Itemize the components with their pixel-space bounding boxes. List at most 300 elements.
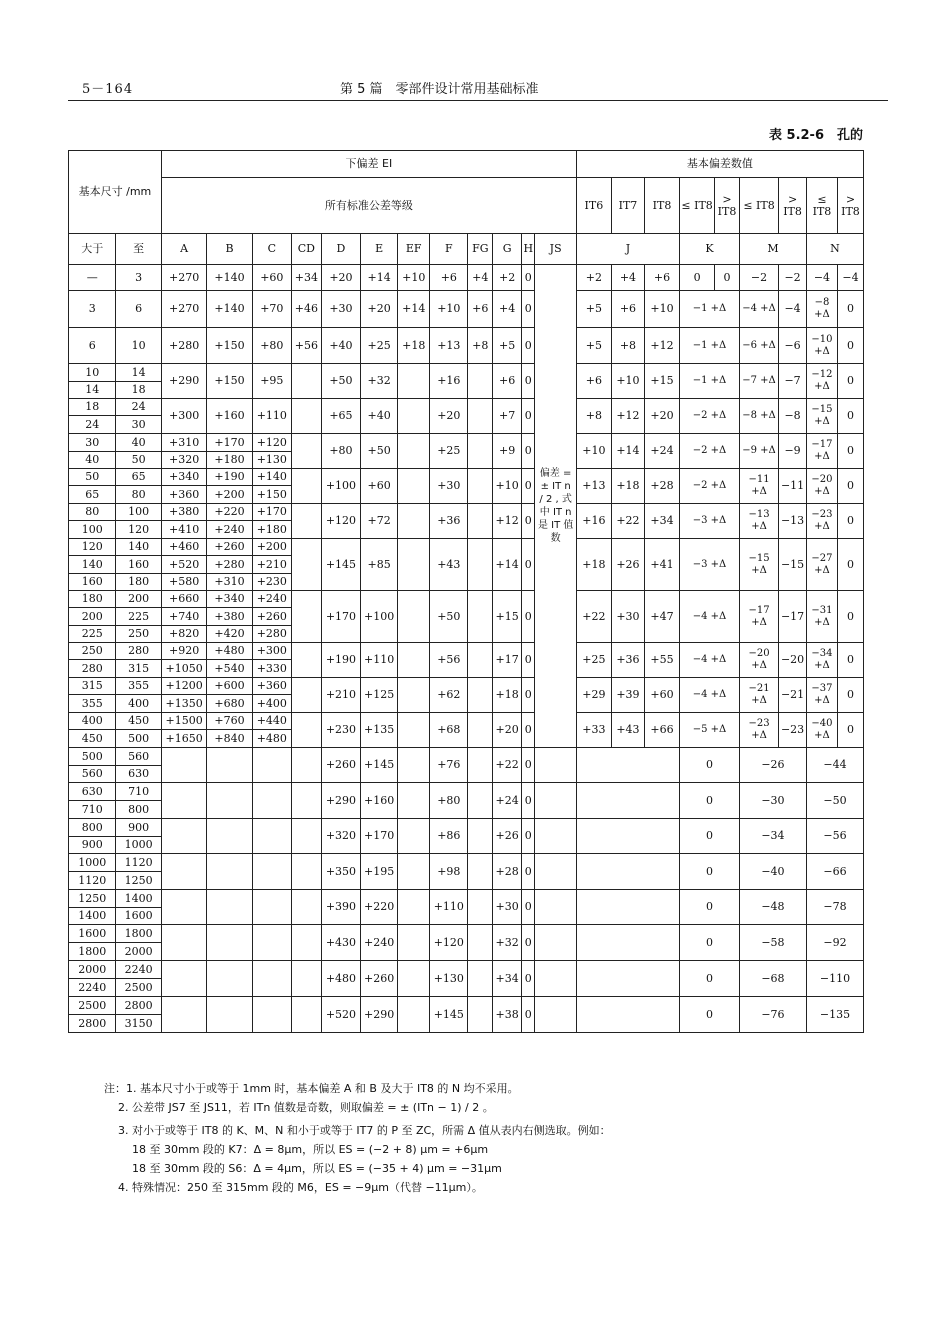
cell-a: +340 — [161, 469, 206, 486]
cell-b: +150 — [207, 328, 252, 364]
size-to: 1250 — [116, 872, 161, 890]
cell-m2: −13 — [779, 504, 807, 539]
js-cell — [535, 783, 576, 819]
letter-j: J — [576, 234, 679, 265]
page-title: 第 5 篇 零部件设计常用基础标准 — [340, 82, 539, 97]
size-to: 710 — [116, 783, 161, 801]
cell-h: 0 — [522, 925, 535, 961]
cell-g: +17 — [493, 643, 522, 678]
size-from: 10 — [69, 364, 116, 382]
cell-c — [252, 819, 291, 854]
cell-j-empty — [576, 961, 679, 997]
basic-dev-header: 基本偏差数值 — [576, 151, 863, 178]
cell-n2: 0 — [837, 504, 863, 539]
size-to: 225 — [116, 608, 161, 626]
cell-e: +14 — [361, 265, 398, 291]
cell-c: +480 — [252, 730, 291, 748]
cell-c: +230 — [252, 574, 291, 591]
cell-a — [161, 748, 206, 783]
cell-a: +660 — [161, 591, 206, 608]
cell-a: +360 — [161, 486, 206, 504]
cell-g: +9 — [493, 434, 522, 469]
cell-nw: −56 — [806, 819, 863, 854]
size-from: 160 — [69, 574, 116, 591]
size-to: 1120 — [116, 854, 161, 872]
cell-fg: +6 — [468, 291, 493, 328]
cell-b: +840 — [207, 730, 252, 748]
cell-fg — [468, 819, 493, 854]
cell-b: +200 — [207, 486, 252, 504]
cell-fg — [468, 364, 493, 399]
cell-c: +120 — [252, 434, 291, 452]
cell-f: +20 — [430, 399, 468, 434]
cell-m2: −23 — [779, 713, 807, 748]
cell-fg — [468, 539, 493, 591]
cell-k1: −4 +Δ — [680, 643, 740, 678]
cell-n1: −17 +Δ — [806, 434, 837, 469]
cell-b — [207, 783, 252, 819]
cell-a: +520 — [161, 556, 206, 574]
cell-m1: −8 +Δ — [739, 399, 778, 434]
cell-n1: −34 +Δ — [806, 643, 837, 678]
cell-f: +145 — [430, 997, 468, 1033]
cell-h: 0 — [522, 713, 535, 748]
cell-j6: +18 — [576, 539, 611, 591]
cell-kw: 0 — [680, 925, 740, 961]
js-cell: 偏差 = ± IT n / 2 , 式中 IT n 是 IT 值数 — [535, 265, 576, 748]
js-cell — [535, 748, 576, 783]
cell-d: +230 — [321, 713, 360, 748]
table-row — [69, 434, 864, 452]
cell-c: +180 — [252, 521, 291, 539]
cell-j6: +29 — [576, 678, 611, 713]
cell-cd — [291, 469, 321, 504]
cell-g: +2 — [493, 265, 522, 291]
size-from: 500 — [69, 748, 116, 766]
cell-h: 0 — [522, 961, 535, 997]
cell-h: 0 — [522, 399, 535, 434]
cell-b: +480 — [207, 643, 252, 660]
cell-a: +300 — [161, 399, 206, 434]
cell-fg — [468, 591, 493, 643]
cell-e: +160 — [361, 783, 398, 819]
cell-ef — [398, 854, 430, 890]
size-from: 1400 — [69, 908, 116, 925]
cell-a: +280 — [161, 328, 206, 364]
size-from: 6 — [69, 328, 116, 364]
cell-f: +80 — [430, 783, 468, 819]
size-to: 500 — [116, 730, 161, 748]
cell-f: +36 — [430, 504, 468, 539]
cell-g: +26 — [493, 819, 522, 854]
size-from: 710 — [69, 801, 116, 819]
cell-j-empty — [576, 997, 679, 1033]
size-from: 2240 — [69, 979, 116, 997]
cell-m2: −17 — [779, 591, 807, 643]
cell-ef: +10 — [398, 265, 430, 291]
cell-j8: +66 — [644, 713, 679, 748]
table-row — [69, 748, 864, 766]
cell-fg — [468, 469, 493, 504]
cell-j6: +8 — [576, 399, 611, 434]
cell-g: +14 — [493, 539, 522, 591]
cell-h: 0 — [522, 291, 535, 328]
cell-kw: 0 — [680, 748, 740, 783]
size-to: 560 — [116, 748, 161, 766]
cell-a: +1050 — [161, 660, 206, 678]
cell-g: +15 — [493, 591, 522, 643]
cell-mw: −40 — [739, 854, 806, 890]
cell-j8: +20 — [644, 399, 679, 434]
size-from: 900 — [69, 837, 116, 854]
size-to: 18 — [116, 382, 161, 399]
cell-ef — [398, 591, 430, 643]
cell-c — [252, 748, 291, 783]
size-from: 200 — [69, 608, 116, 626]
size-from: 1800 — [69, 943, 116, 961]
cell-j7: +14 — [611, 434, 644, 469]
cell-f: +110 — [430, 890, 468, 925]
size-to: 2800 — [116, 997, 161, 1015]
size-from: 1120 — [69, 872, 116, 890]
cell-j6: +6 — [576, 364, 611, 399]
cell-ef — [398, 364, 430, 399]
cell-f: +16 — [430, 364, 468, 399]
size-from: 450 — [69, 730, 116, 748]
cell-j6: +16 — [576, 504, 611, 539]
cell-d: +80 — [321, 434, 360, 469]
letter-ef: EF — [398, 234, 430, 265]
cell-ef — [398, 434, 430, 469]
cell-d: +520 — [321, 997, 360, 1033]
cell-cd — [291, 925, 321, 961]
cell-n1: −8 +Δ — [806, 291, 837, 328]
cell-j-empty — [576, 819, 679, 854]
cell-n1: −27 +Δ — [806, 539, 837, 591]
size-to: 24 — [116, 399, 161, 416]
cell-h: 0 — [522, 819, 535, 854]
cell-cd — [291, 997, 321, 1033]
size-from: 80 — [69, 504, 116, 521]
all-grades-header: 所有标准公差等级 — [161, 178, 576, 234]
cell-b: +340 — [207, 591, 252, 608]
js-cell — [535, 925, 576, 961]
cell-f: +130 — [430, 961, 468, 997]
cell-k1: −4 +Δ — [680, 678, 740, 713]
cell-fg — [468, 854, 493, 890]
cell-e: +260 — [361, 961, 398, 997]
note-3: 3. 对小于或等于 IT8 的 K、M、N 和小于或等于 IT7 的 P 至 ZC，所需 Δ 值从表内右侧选取。例如： — [118, 1124, 611, 1137]
cell-b: +170 — [207, 434, 252, 452]
cell-c: +400 — [252, 695, 291, 713]
cell-m2: −15 — [779, 539, 807, 591]
size-from: 1250 — [69, 890, 116, 908]
cell-n2: 0 — [837, 678, 863, 713]
cell-m1: −17 +Δ — [739, 591, 778, 643]
cell-a — [161, 961, 206, 997]
table-caption: 表 5.2-6 孔的 — [769, 128, 863, 143]
cell-h: 0 — [522, 328, 535, 364]
cell-j8: +47 — [644, 591, 679, 643]
cell-n1: −37 +Δ — [806, 678, 837, 713]
cell-m2: −6 — [779, 328, 807, 364]
cell-k1: −5 +Δ — [680, 713, 740, 748]
cell-f: +13 — [430, 328, 468, 364]
cell-c: +330 — [252, 660, 291, 678]
cell-b: +240 — [207, 521, 252, 539]
cell-ef — [398, 504, 430, 539]
cell-j8: +60 — [644, 678, 679, 713]
cell-e: +290 — [361, 997, 398, 1033]
table-row — [69, 678, 864, 695]
cell-d: +40 — [321, 328, 360, 364]
size-to: 30 — [116, 416, 161, 434]
cell-mw: −26 — [739, 748, 806, 783]
cell-j7: +39 — [611, 678, 644, 713]
cell-n2: 0 — [837, 469, 863, 504]
n-gt-it8-header: > IT8 — [837, 178, 863, 234]
cell-b: +160 — [207, 399, 252, 434]
size-from: 1600 — [69, 925, 116, 943]
letter-h: H — [522, 234, 535, 265]
cell-d: +50 — [321, 364, 360, 399]
size-to: 2000 — [116, 943, 161, 961]
cell-g: +20 — [493, 713, 522, 748]
size-to: 355 — [116, 678, 161, 695]
hole-deviation-table — [68, 150, 864, 1033]
cell-k1: −4 +Δ — [680, 591, 740, 643]
cell-e: +240 — [361, 925, 398, 961]
cell-m2: −4 — [779, 291, 807, 328]
size-from: 40 — [69, 452, 116, 469]
cell-n2: 0 — [837, 328, 863, 364]
cell-j7: +10 — [611, 364, 644, 399]
size-to: 14 — [116, 364, 161, 382]
cell-cd — [291, 678, 321, 713]
cell-h: 0 — [522, 890, 535, 925]
cell-fg — [468, 713, 493, 748]
cell-c — [252, 925, 291, 961]
cell-g: +38 — [493, 997, 522, 1033]
letter-k: K — [680, 234, 740, 265]
cell-g: +28 — [493, 854, 522, 890]
size-from: 800 — [69, 819, 116, 837]
cell-j6: +22 — [576, 591, 611, 643]
cell-k1: −2 +Δ — [680, 434, 740, 469]
size-to: 2500 — [116, 979, 161, 997]
cell-b: +540 — [207, 660, 252, 678]
cell-h: 0 — [522, 539, 535, 591]
cell-a — [161, 925, 206, 961]
size-from: 30 — [69, 434, 116, 452]
cell-cd — [291, 434, 321, 469]
cell-h: 0 — [522, 469, 535, 504]
size-from: 280 — [69, 660, 116, 678]
cell-e: +145 — [361, 748, 398, 783]
cell-n1: −31 +Δ — [806, 591, 837, 643]
cell-m1: −21 +Δ — [739, 678, 778, 713]
cell-e: +220 — [361, 890, 398, 925]
cell-n2: 0 — [837, 364, 863, 399]
cell-j8: +10 — [644, 291, 679, 328]
table-row — [69, 265, 864, 291]
cell-nw: −50 — [806, 783, 863, 819]
size-to: 65 — [116, 469, 161, 486]
cell-h: 0 — [522, 265, 535, 291]
cell-c: +280 — [252, 626, 291, 643]
size-to: 160 — [116, 556, 161, 574]
cell-mw: −30 — [739, 783, 806, 819]
cell-a: +270 — [161, 265, 206, 291]
cell-c: +95 — [252, 364, 291, 399]
cell-g: +10 — [493, 469, 522, 504]
cell-n2: 0 — [837, 643, 863, 678]
cell-fg — [468, 748, 493, 783]
cell-j-empty — [576, 854, 679, 890]
letter-a: A — [161, 234, 206, 265]
cell-h: 0 — [522, 643, 535, 678]
cell-j6: +25 — [576, 643, 611, 678]
cell-e: +50 — [361, 434, 398, 469]
cell-a — [161, 819, 206, 854]
cell-e: +100 — [361, 591, 398, 643]
cell-kw: 0 — [680, 819, 740, 854]
cell-j7: +30 — [611, 591, 644, 643]
cell-e: +135 — [361, 713, 398, 748]
note-3-example-1: 18 至 30mm 段的 K7：Δ = 8μm，所以 ES = (−2 + 8) μm = +6μm — [132, 1143, 489, 1156]
cell-b: +760 — [207, 713, 252, 730]
cell-a: +740 — [161, 608, 206, 626]
cell-nw: −92 — [806, 925, 863, 961]
cell-j-empty — [576, 890, 679, 925]
cell-k1: −2 +Δ — [680, 469, 740, 504]
cell-cd — [291, 504, 321, 539]
cell-k1: −1 +Δ — [680, 328, 740, 364]
cell-m1: −11 +Δ — [739, 469, 778, 504]
cell-kw: 0 — [680, 997, 740, 1033]
cell-ef — [398, 961, 430, 997]
cell-m2: −20 — [779, 643, 807, 678]
cell-j7: +12 — [611, 399, 644, 434]
size-from: 140 — [69, 556, 116, 574]
cell-h: 0 — [522, 997, 535, 1033]
size-from: 65 — [69, 486, 116, 504]
size-from: 120 — [69, 539, 116, 556]
cell-c: +60 — [252, 265, 291, 291]
table-row — [69, 643, 864, 660]
cell-d: +20 — [321, 265, 360, 291]
cell-m1: −13 +Δ — [739, 504, 778, 539]
cell-k1: −1 +Δ — [680, 291, 740, 328]
cell-f: +76 — [430, 748, 468, 783]
letter-n: N — [806, 234, 863, 265]
cell-k1: −2 +Δ — [680, 399, 740, 434]
cell-ef — [398, 748, 430, 783]
cell-m2: −9 — [779, 434, 807, 469]
js-cell — [535, 854, 576, 890]
cell-ef — [398, 925, 430, 961]
cell-c: +200 — [252, 539, 291, 556]
cell-c: +170 — [252, 504, 291, 521]
n-le-it8-header: ≤ IT8 — [806, 178, 837, 234]
cell-m2: −2 — [779, 265, 807, 291]
size-to: 1800 — [116, 925, 161, 943]
cell-b: +310 — [207, 574, 252, 591]
size-from: 100 — [69, 521, 116, 539]
cell-kw: 0 — [680, 854, 740, 890]
cell-a: +290 — [161, 364, 206, 399]
cell-m2: −11 — [779, 469, 807, 504]
cell-m1: −7 +Δ — [739, 364, 778, 399]
cell-j6: +5 — [576, 328, 611, 364]
table-row — [69, 399, 864, 416]
cell-c: +260 — [252, 608, 291, 626]
cell-fg: +8 — [468, 328, 493, 364]
cell-d: +290 — [321, 783, 360, 819]
cell-e: +32 — [361, 364, 398, 399]
cell-d: +65 — [321, 399, 360, 434]
size-from: 225 — [69, 626, 116, 643]
size-to: 3150 — [116, 1015, 161, 1033]
cell-j6: +2 — [576, 265, 611, 291]
cell-a: +270 — [161, 291, 206, 328]
cell-d: +350 — [321, 854, 360, 890]
cell-n1: −23 +Δ — [806, 504, 837, 539]
cell-f: +30 — [430, 469, 468, 504]
cell-b: +140 — [207, 291, 252, 328]
size-to: 800 — [116, 801, 161, 819]
size-from: 18 — [69, 399, 116, 416]
size-from: 50 — [69, 469, 116, 486]
note-1: 注：1. 基本尺寸小于或等于 1mm 时，基本偏差 A 和 B 及大于 IT8 的 N 均不采用。 — [104, 1082, 519, 1095]
table-row — [69, 364, 864, 382]
size-from: 400 — [69, 713, 116, 730]
cell-n1: −20 +Δ — [806, 469, 837, 504]
cell-c — [252, 890, 291, 925]
size-header: 基本尺寸 /mm — [69, 151, 162, 234]
size-to: 400 — [116, 695, 161, 713]
cell-fg — [468, 997, 493, 1033]
cell-fg — [468, 504, 493, 539]
cell-b: +260 — [207, 539, 252, 556]
size-to: 315 — [116, 660, 161, 678]
cell-j7: +26 — [611, 539, 644, 591]
table-row — [69, 713, 864, 730]
cell-n2: 0 — [837, 291, 863, 328]
cell-cd — [291, 854, 321, 890]
cell-j6: +5 — [576, 291, 611, 328]
cell-cd: +56 — [291, 328, 321, 364]
size-from: 2800 — [69, 1015, 116, 1033]
cell-j7: +18 — [611, 469, 644, 504]
size-from: 3 — [69, 291, 116, 328]
cell-b — [207, 819, 252, 854]
cell-ef — [398, 819, 430, 854]
letter-m: M — [739, 234, 806, 265]
js-cell — [535, 997, 576, 1033]
cell-h: 0 — [522, 434, 535, 469]
size-to: 3 — [116, 265, 161, 291]
cell-n1: −40 +Δ — [806, 713, 837, 748]
cell-n1: −4 — [806, 265, 837, 291]
cell-d: +100 — [321, 469, 360, 504]
cell-a: +410 — [161, 521, 206, 539]
cell-mw: −68 — [739, 961, 806, 997]
cell-h: 0 — [522, 783, 535, 819]
cell-b: +680 — [207, 695, 252, 713]
cell-j-empty — [576, 783, 679, 819]
cell-b: +140 — [207, 265, 252, 291]
